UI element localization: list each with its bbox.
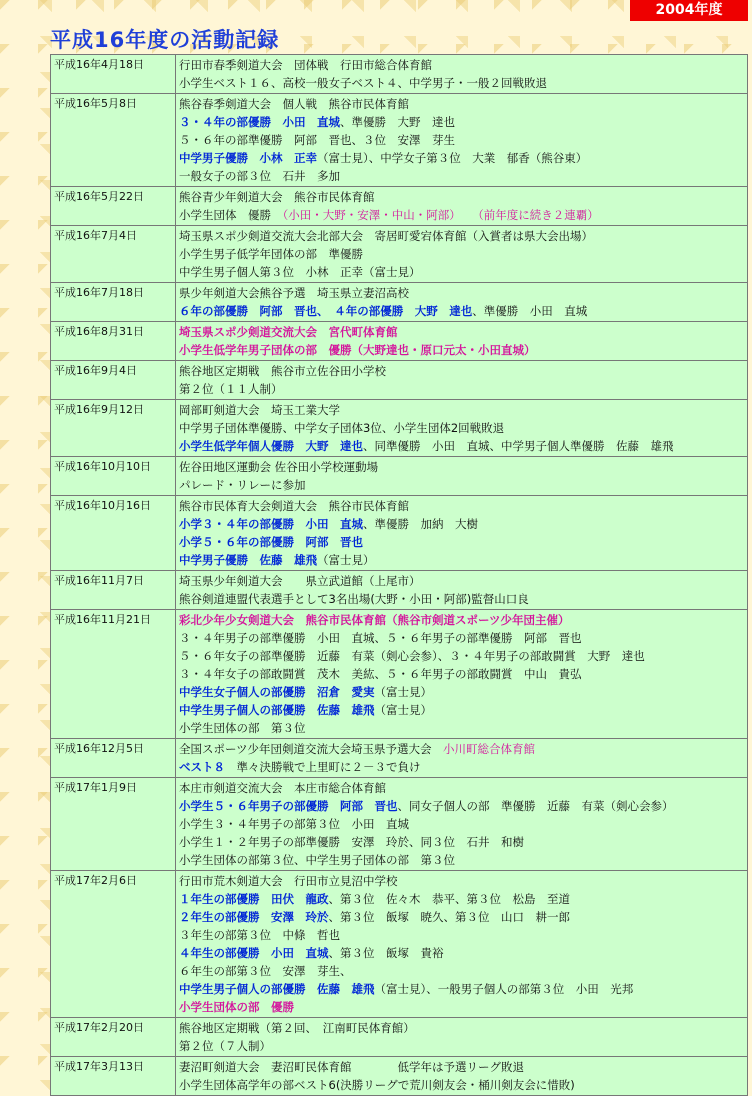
activity-line [179, 1037, 744, 1055]
activity-line-text: 小学生低学年男子団体の部 優勝（大野達也・原口元太・小田直城） [179, 343, 536, 357]
activity-details [176, 361, 748, 400]
activity-row [51, 739, 748, 778]
activity-row [51, 610, 748, 739]
activity-line [179, 797, 744, 815]
activity-line-text: ６年生の部第３位 安澤 芽生、 [179, 964, 352, 978]
activity-date: 平成16年7月18日 [51, 283, 176, 322]
activity-line-text: 小学生団体の部第３位、中学生男子団体の部 第３位 [179, 853, 455, 867]
activity-date: 平成16年10月16日 [51, 496, 176, 571]
activity-line-note: 、第３位 佐々木 恭平、第３位 松島 至道 [328, 892, 570, 906]
activity-row [51, 457, 748, 496]
activity-line-note: 準々決勝戦で上里町に２－３で負け [225, 760, 421, 774]
activity-line [179, 647, 744, 665]
activity-line-note: （富士見） [374, 685, 432, 699]
activity-line [179, 227, 744, 245]
activity-line [179, 701, 744, 719]
activity-row [51, 322, 748, 361]
activity-line [179, 341, 744, 359]
activity-line-note: （富士見） [317, 553, 375, 567]
activity-line [179, 497, 744, 515]
activity-line [179, 167, 744, 185]
activity-line [179, 740, 744, 758]
year-badge: 2004年度 [630, 0, 748, 21]
activity-line-note: 小川町総合体育館 [431, 742, 536, 756]
activity-row [51, 778, 748, 871]
activity-line [179, 1058, 744, 1076]
activity-line-text: ３・４年男子の部準優勝 小田 直城、５・６年男子の部準優勝 阿部 晋也 [179, 631, 582, 645]
activity-line [179, 611, 744, 629]
activity-row [51, 361, 748, 400]
activity-line [179, 95, 744, 113]
activity-line-text: 小学生３・４年男子の部第３位 小田 直城 [179, 817, 409, 831]
activity-line [179, 401, 744, 419]
activity-line-text: 行田市春季剣道大会 団体戦 行田市総合体育館 [179, 58, 432, 72]
activity-details [176, 187, 748, 226]
activity-line [179, 779, 744, 797]
activity-line-text: 中学男子団体準優勝、中学女子団体3位、小学生団体2回戦敗退 [179, 421, 505, 435]
activity-line-text: 彩北少年少女剣道大会 熊谷市民体育館（熊谷市剣道スポーツ少年団主催） [179, 613, 570, 627]
activity-details [176, 610, 748, 739]
activity-line [179, 362, 744, 380]
activity-line-note: 、同女子個人の部 準優勝 近藤 有菜（剣心会参） [397, 799, 674, 813]
activity-line-text: 中学生男子個人の部優勝 佐藤 雄飛 [179, 982, 375, 996]
activity-line-text: ５・６年女子の部準優勝 近藤 有菜（剣心会参）、３・４年男子の部敢闘賞 大野 達也 [179, 649, 645, 663]
activity-line-text: 小学３・４年の部優勝 小田 直城 [179, 517, 363, 531]
activity-line-text: 小学生団体の部 優勝 [179, 1000, 294, 1014]
activity-line-text: パレード・リレーに参加 [179, 478, 306, 492]
activity-date: 平成16年9月12日 [51, 400, 176, 457]
activity-row [51, 226, 748, 283]
activity-row [51, 1057, 748, 1096]
activity-line [179, 323, 744, 341]
activity-line [179, 833, 744, 851]
page-title: 平成16年度の活動記録 [50, 28, 280, 52]
activity-line [179, 245, 744, 263]
activity-line [179, 437, 744, 455]
activity-line-text: ３年生の部第３位 中條 哲也 [179, 928, 340, 942]
activity-line-text: 第２位（１１人制） [179, 382, 283, 396]
activity-line-note: 、第３位 飯塚 貴裕 [328, 946, 444, 960]
activity-line [179, 458, 744, 476]
activity-line-note: 、準優勝 大野 達也 [340, 115, 455, 129]
activity-line [179, 533, 744, 551]
activity-line [179, 815, 744, 833]
activity-line [179, 629, 744, 647]
activity-date: 平成17年2月6日 [51, 871, 176, 1018]
activity-line [179, 926, 744, 944]
activity-date: 平成16年5月8日 [51, 94, 176, 187]
activity-line-text: 小学生５・６年男子の部優勝 阿部 晋也 [179, 799, 398, 813]
activity-details [176, 739, 748, 778]
activity-details [176, 322, 748, 361]
activity-row [51, 94, 748, 187]
activity-details [176, 457, 748, 496]
activity-line-text: ５・６年の部準優勝 阿部 晋也、３位 安澤 芽生 [179, 133, 455, 147]
activity-line-text: 小学生団体の部 第３位 [179, 721, 306, 735]
activity-date: 平成16年7月4日 [51, 226, 176, 283]
activity-details [176, 283, 748, 322]
activity-details [176, 400, 748, 457]
activity-line [179, 572, 744, 590]
activity-line-text: 全国スポーツ少年団剣道交流大会埼玉県予選大会 [179, 742, 432, 756]
activity-line-text: 妻沼町剣道大会 妻沼町民体育館 低学年は予選リーグ敗退 [179, 1060, 524, 1074]
activity-row [51, 400, 748, 457]
activity-line-text: ３・４年女子の部敢闘賞 茂木 美紘、５・６年男子の部敢闘賞 中山 貴弘 [179, 667, 582, 681]
activity-line-note: 、第３位 飯塚 暁久、第３位 山口 耕一郎 [328, 910, 570, 924]
activity-line-text: ２年生の部優勝 安澤 玲於 [179, 910, 329, 924]
activity-row [51, 571, 748, 610]
activity-line [179, 302, 744, 320]
activity-line-note: （小田・大野・安澤・中山・阿部） （前年度に続き２連覇） [271, 208, 599, 222]
activity-line-text: 熊谷春季剣道大会 個人戦 熊谷市民体育館 [179, 97, 409, 111]
activity-line-note: （富士見）、一般男子個人の部第３位 小田 光邦 [374, 982, 634, 996]
activity-line-note: 、準優勝 小田 直城 [472, 304, 588, 318]
activity-line [179, 56, 744, 74]
activity-line-text: 熊谷地区定期戦 熊谷市立佐谷田小学校 [179, 364, 386, 378]
activity-line [179, 872, 744, 890]
activity-line [179, 851, 744, 869]
activity-date: 平成17年1月9日 [51, 778, 176, 871]
activity-line-text: 第２位（７人制） [179, 1039, 271, 1053]
activity-line-text: 埼玉県少年剣道大会 県立武道館（上尾市） [179, 574, 421, 588]
activity-date: 平成17年3月13日 [51, 1057, 176, 1096]
activity-line [179, 665, 744, 683]
activity-line [179, 131, 744, 149]
activity-line-text: 熊谷剣道連盟代表選手として3名出場(大野・小田・阿部)監督山口良 [179, 592, 529, 606]
activity-row [51, 187, 748, 226]
activity-date: 平成16年11月21日 [51, 610, 176, 739]
activity-line-text: 中学男子優勝 佐藤 雄飛 [179, 553, 317, 567]
activity-line [179, 74, 744, 92]
activity-line [179, 419, 744, 437]
activity-line [179, 188, 744, 206]
activity-details [176, 778, 748, 871]
activity-details [176, 1018, 748, 1057]
activity-line-text: 一般女子の部３位 石井 多加 [179, 169, 340, 183]
activity-line-text: 中学生女子個人の部優勝 沼倉 愛実 [179, 685, 375, 699]
activity-line-note: （富士見）、中学女子第３位 大業 郁香（熊谷東） [317, 151, 588, 165]
activity-details [176, 94, 748, 187]
activity-line-text: 岡部町剣道大会 埼玉工業大学 [179, 403, 340, 417]
activity-line [179, 113, 744, 131]
activity-line [179, 944, 744, 962]
activity-line [179, 908, 744, 926]
activity-log-table [50, 54, 748, 1096]
activity-line-text: ベスト８ [179, 760, 225, 774]
activity-line [179, 263, 744, 281]
activity-row [51, 283, 748, 322]
activity-line [179, 590, 744, 608]
activity-line [179, 1019, 744, 1037]
activity-line-text: ４年生の部優勝 小田 直城 [179, 946, 329, 960]
activity-line-text: 小学生低学年個人優勝 大野 達也 [179, 439, 363, 453]
activity-line-text: 小学生団体高学年の部ベスト6(決勝リーグで荒川剣友会・桶川剣友会に惜敗) [179, 1078, 575, 1092]
activity-line-text: ３・４年の部優勝 小田 直城 [179, 115, 340, 129]
activity-line-text: 県少年剣道大会熊谷予選 埼玉県立妻沼高校 [179, 286, 409, 300]
activity-line [179, 206, 744, 224]
activity-row [51, 1018, 748, 1057]
activity-details [176, 226, 748, 283]
activity-date: 平成16年9月4日 [51, 361, 176, 400]
activity-details [176, 55, 748, 94]
activity-line-text: 中学生男子個人第３位 小林 正幸（富士見） [179, 265, 421, 279]
activity-log-body [51, 55, 748, 1096]
activity-line-text: 中学男子優勝 小林 正幸 [179, 151, 317, 165]
activity-line [179, 515, 744, 533]
activity-line-text: 中学生男子個人の部優勝 佐藤 雄飛 [179, 703, 375, 717]
activity-date: 平成17年2月20日 [51, 1018, 176, 1057]
activity-line [179, 476, 744, 494]
activity-line [179, 998, 744, 1016]
activity-line [179, 1076, 744, 1094]
activity-details [176, 496, 748, 571]
activity-details [176, 1057, 748, 1096]
activity-line [179, 284, 744, 302]
activity-line-note: 、同準優勝 小田 直城、中学男子個人準優勝 佐藤 雄飛 [363, 439, 674, 453]
activity-line [179, 380, 744, 398]
activity-date: 平成16年12月5日 [51, 739, 176, 778]
activity-line [179, 758, 744, 776]
activity-line-text: 熊谷青少年剣道大会 熊谷市民体育館 [179, 190, 375, 204]
activity-line-text: 佐谷田地区運動会 佐谷田小学校運動場 [179, 460, 379, 474]
activity-line-text: 本庄市剣道交流大会 本庄市総合体育館 [179, 781, 386, 795]
activity-date: 平成16年8月31日 [51, 322, 176, 361]
activity-line [179, 962, 744, 980]
activity-line-text: 小学生団体 優勝 [179, 208, 271, 222]
activity-line-text: 埼玉県スポ少剣道交流大会北部大会 寄居町愛宕体育館（入賞者は県大会出場） [179, 229, 593, 243]
activity-date: 平成16年4月18日 [51, 55, 176, 94]
activity-line-text: 熊谷市民体育大会剣道大会 熊谷市民体育館 [179, 499, 409, 513]
activity-line [179, 149, 744, 167]
activity-details [176, 871, 748, 1018]
activity-line-text: 小学生ベスト１６、高校一般女子ベスト４、中学男子・一般２回戦敗退 [179, 76, 547, 90]
activity-line-text: 小学５・６年の部優勝 阿部 晋也 [179, 535, 363, 549]
activity-row [51, 496, 748, 571]
activity-line-note: （富士見） [374, 703, 432, 717]
activity-line-text: 小学生１・２年男子の部準優勝 安澤 玲於、同３位 石井 和樹 [179, 835, 524, 849]
activity-line-text: 行田市荒木剣道大会 行田市立見沼中学校 [179, 874, 398, 888]
activity-line [179, 719, 744, 737]
activity-line [179, 980, 744, 998]
activity-row [51, 871, 748, 1018]
activity-row [51, 55, 748, 94]
activity-date: 平成16年10月10日 [51, 457, 176, 496]
activity-line-text: １年生の部優勝 田伏 龍政 [179, 892, 329, 906]
activity-line [179, 890, 744, 908]
activity-line-text: 埼玉県スポ少剣道交流大会 宮代町体育館 [179, 325, 398, 339]
activity-date: 平成16年5月22日 [51, 187, 176, 226]
activity-line [179, 551, 744, 569]
activity-details [176, 571, 748, 610]
activity-line [179, 683, 744, 701]
activity-line-text: ６年の部優勝 阿部 晋也、 ４年の部優勝 大野 達也 [179, 304, 473, 318]
activity-date: 平成16年11月7日 [51, 571, 176, 610]
activity-line-note: 、準優勝 加納 大樹 [363, 517, 478, 531]
activity-line-text: 小学生男子低学年団体の部 準優勝 [179, 247, 363, 261]
activity-line-text: 熊谷地区定期戦（第２回、 江南町民体育館） [179, 1021, 415, 1035]
